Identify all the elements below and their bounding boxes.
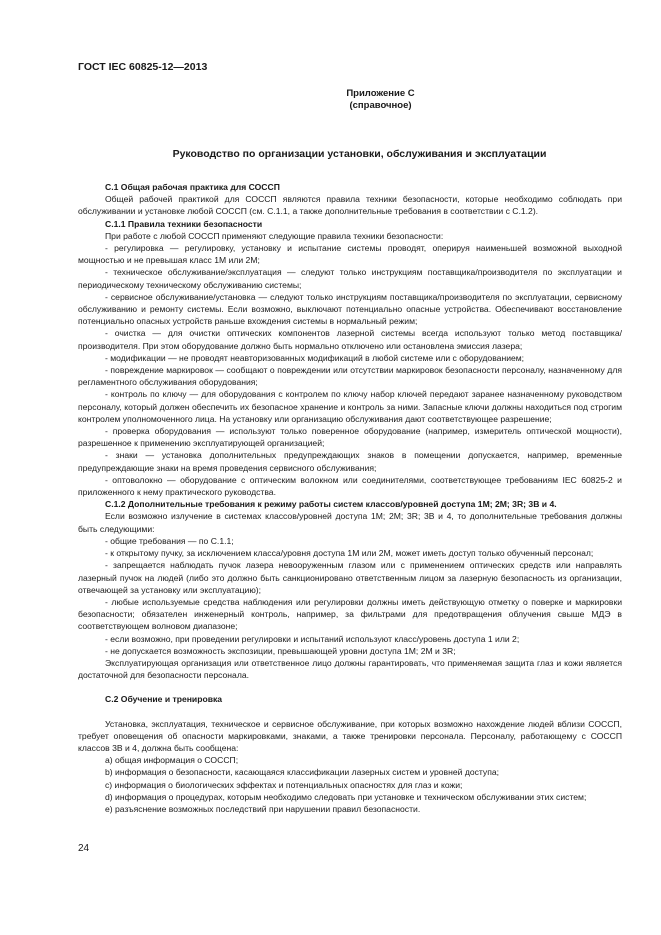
paragraph: Если возможно излучение в системах классов/уровней доступа 1M; 2M; 3R; 3B и 4, то дополнительные требования должны быть следующими: [78, 511, 622, 534]
paragraph: e) разъяснение возможных последствий при нарушении правил безопасности. [105, 803, 421, 814]
paragraph: - очистка — для очистки оптических компонентов лазерной системы всегда используют только метод поставщика/производителя. При этом оборудование должно быть нормально отключено или остановлена эмиссия лазера; [78, 328, 622, 351]
section-heading: С.2 Обучение и тренировка [105, 694, 223, 705]
paragraph: Эксплуатирующая организация или ответственное лицо должны гарантировать, что применяемая защита глаз и кожи является достаточной для безопасности персонала. [78, 657, 622, 681]
paragraph: - повреждение маркировок — сообщают о повреждении или отсутствии маркировок безопасности персоналу, назначенному для регламентного обслуживания оборудования; [78, 365, 622, 388]
paragraph: При работе с любой СОССП применяют следующие правила техники безопасности: [105, 230, 444, 241]
paragraph: - регулировка — регулировку, установку и испытание системы проводят, оперируя наименьшей возможной выходной мощностью и не превышая класс 1M или 2M; [78, 243, 622, 266]
paragraph: - к открытому пучку, за исключением класса/уровня доступа 1M или 2M, может иметь доступ только обученный персонал; [105, 548, 594, 559]
page-number: 24 [78, 843, 90, 854]
paragraph: - оптоволокно — оборудование с оптическим волокном или соединителями, соответствующее требованиям IEC 60825-2 и приложенного к нему практического руководства. [78, 474, 622, 498]
paragraph: - модификации — не проводят неавторизованных модификаций в любой системе или с оборудованием; [105, 352, 525, 363]
annex-heading [0, 88, 661, 112]
annex-title: Приложение С [346, 88, 415, 99]
paragraph: Установка, эксплуатация, техническое и сервисное обслуживание, при которых возможно нахождение людей вблизи СОССП, требует оповещения об опасности маркировками, знаками, а также тренировки персонала. Персоналу, работающему с СОССП классов 3B и 4, должна быть сообщена: [78, 718, 622, 753]
document-header: ГОСТ IEC 60825-12—2013 [78, 61, 208, 73]
paragraph: - техническое обслуживание/эксплуатация — следуют только инструкциям поставщика/производителя по эксплуатации и периодическому техническому обслуживанию системы; [78, 267, 622, 290]
paragraph: - знаки — установка дополнительных предупреждающих знаков в помещении допускается, например, временные предупреждающие знаки на время проведения сервисного обслуживания; [78, 450, 622, 473]
paragraph: - проверка оборудования — используют только поверенное оборудование (например, измеритель оптической мощности), разрешенное к применению эксплуатирующей организацией; [78, 426, 622, 449]
section-heading: С.1.1 Правила техники безопасности [105, 218, 263, 229]
paragraph: a) общая информация о СОССП; [105, 755, 239, 766]
paragraph: Общей рабочей практикой для СОССП являются правила техники безопасности, которые необходимо соблюдать при обслуживании и установке любой СОССП (см. С.1.1, а также дополнительные требования в соответствии с С.1.2). [78, 194, 622, 217]
section-heading: С.1.2 Дополнительные требования к режиму работы систем классов/уровней доступа 1M; 2M; 3R; 3B и 4. [105, 499, 557, 510]
annex-subtitle: (справочное) [349, 100, 412, 111]
document-body [78, 181, 622, 815]
paragraph: - общие требования — по С.1.1; [105, 535, 234, 546]
paragraph: - если возможно, при проведении регулировки и испытаний используют класс/уровень доступа 1 или 2; [105, 633, 520, 644]
paragraph: - любые используемые средства наблюдения или регулировки должны иметь действующую отметку о поверке и маркировки безопасности; обязателен инженерный контроль, например, за фильтрами для предотвращения облучения свыше МДЭ в соответствующем волновом диапазоне; [78, 596, 622, 632]
paragraph: - сервисное обслуживание/установка — следуют только инструкциям поставщика/производителя по эксплуатации, сервисному обслуживанию и ремонту системы. Если возможно, выключают потенциально опасные устройства. Обеспечивают восстановление потенциально опасных устройств раньше вхождения системы в нормальный режим; [78, 291, 622, 327]
section-heading: С.1 Общая рабочая практика для СОССП [105, 182, 280, 192]
section-title: Руководство по организации установки, обслуживания и эксплуатации [172, 148, 547, 160]
paragraph: c) информация о биологических эффектах и потенциальных опасностях для глаз и кожи; [105, 779, 463, 790]
paragraph: - запрещается наблюдать пучок лазера невооруженным глазом или с применением оптических средств или направлять лазерный пучок на людей (либо это должно быть санкционировано ответственным лицом за лазерную безопасность из организации, отвечающей за установку или эксплуатацию); [78, 560, 622, 595]
paragraph: - контроль по ключу — для оборудования с контролем по ключу набор ключей передают заранее назначенному руководством персоналу, который должен обеспечить их безопасное хранение и контроль за ними. Запасные ключи должны находиться под строгим контролем уполномоченного лица. На установку или организацию обслуживания дают соответствующее разрешение; [78, 389, 622, 424]
paragraph: d) информация о процедурах, которым необходимо следовать при установке и техническом обслуживании этих систем; [105, 791, 587, 802]
paragraph: - не допускается возможность экспозиции, превышающей уровни доступа 1M; 2M и 3R; [105, 645, 456, 656]
paragraph: b) информация о безопасности, касающаяся классификации лазерных систем и уровней доступа; [105, 767, 500, 778]
